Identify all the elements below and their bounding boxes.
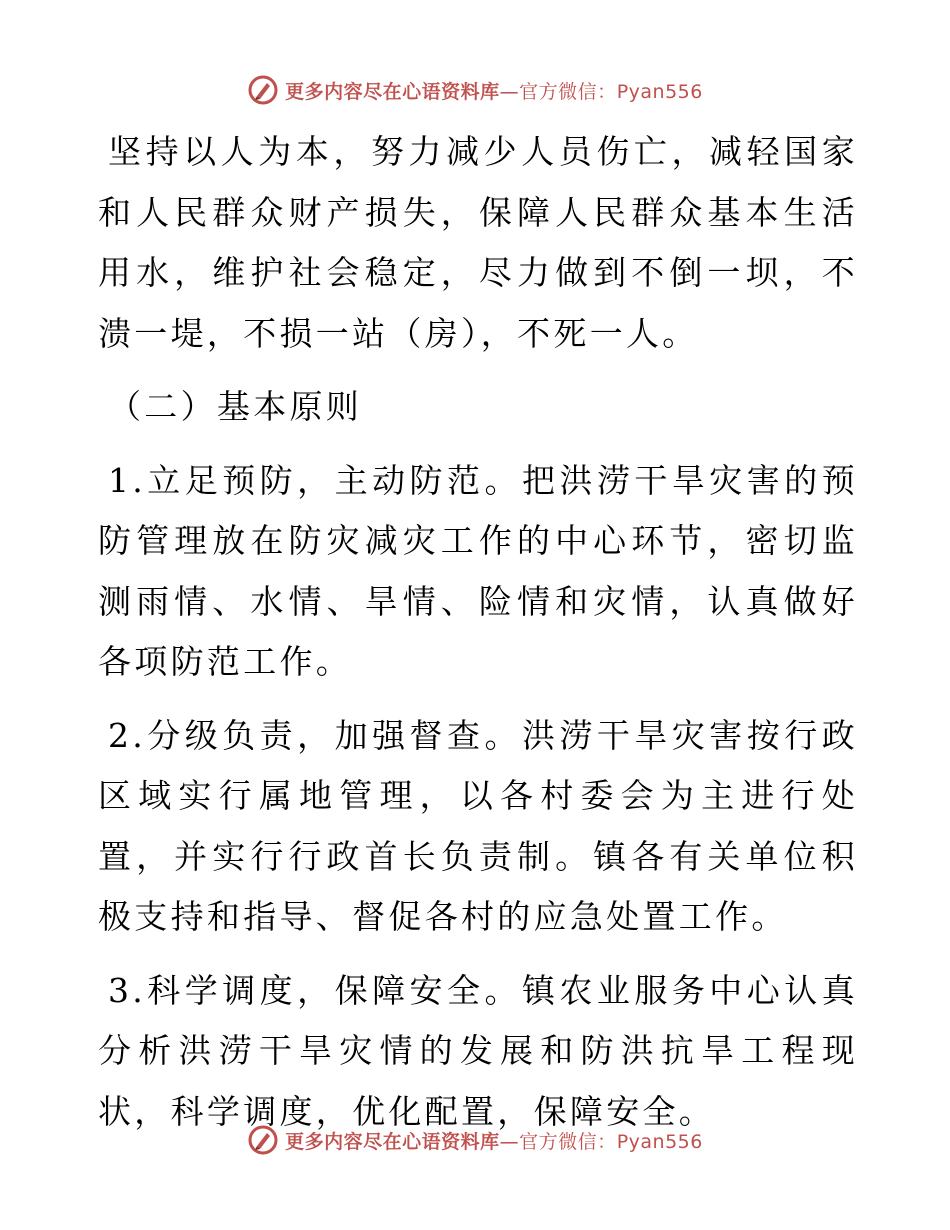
header-watermark xyxy=(0,70,950,110)
watermark-site-text: 更多内容尽在心语资料库 xyxy=(285,80,500,103)
watermark-wechat-id: Pyan556 xyxy=(616,1130,703,1153)
watermark-group xyxy=(247,74,703,106)
section-heading-text: （二）基本原则 xyxy=(108,387,363,426)
pen-logo-icon xyxy=(247,1124,279,1156)
section-heading xyxy=(98,377,858,438)
document-body xyxy=(98,122,858,1155)
goal-paragraph-text: 坚持以人为本，努力减少人员伤亡，减轻国家和人民群众财产损失，保障人民群众基本生活用水，维护社会稳定，尽力做到不倒一坝，不溃一堤，不损一站（房），不死一人。 xyxy=(98,132,858,353)
principle-2-paragraph xyxy=(98,706,858,948)
principle-1-text: 1.立足预防，主动防范。把洪涝干旱灾害的预防管理放在防灾减灾工作的中心环节，密切监测雨情、水情、旱情、险情和灾情，认真做好各项防范工作。 xyxy=(98,460,858,681)
watermark-separator: — xyxy=(499,1130,520,1153)
watermark-text xyxy=(285,1127,703,1154)
pen-logo-icon xyxy=(247,74,279,106)
watermark-separator: — xyxy=(499,80,520,103)
goal-paragraph xyxy=(98,122,858,364)
watermark-site-text: 更多内容尽在心语资料库 xyxy=(285,1130,500,1153)
principle-1-paragraph xyxy=(98,451,858,693)
footer-watermark xyxy=(0,1120,950,1160)
watermark-wechat-label: 官方微信： xyxy=(519,80,617,103)
principle-3-text: 3.科学调度，保障安全。镇农业服务中心认真分析洪涝干旱灾情的发展和防洪抗旱工程现状，科学调度，优化配置，保障安全。 xyxy=(98,970,858,1131)
watermark-wechat-id: Pyan556 xyxy=(616,80,703,103)
watermark-text xyxy=(285,77,703,104)
watermark-wechat-label: 官方微信： xyxy=(519,1130,617,1153)
principle-3-paragraph xyxy=(98,961,858,1143)
watermark-group xyxy=(247,1124,703,1156)
principle-2-text: 2.分级负责，加强督查。洪涝干旱灾害按行政区域实行属地管理，以各村委会为主进行处置，并实行行政首长负责制。镇各有关单位积极支持和指导、督促各村的应急处置工作。 xyxy=(98,715,858,936)
